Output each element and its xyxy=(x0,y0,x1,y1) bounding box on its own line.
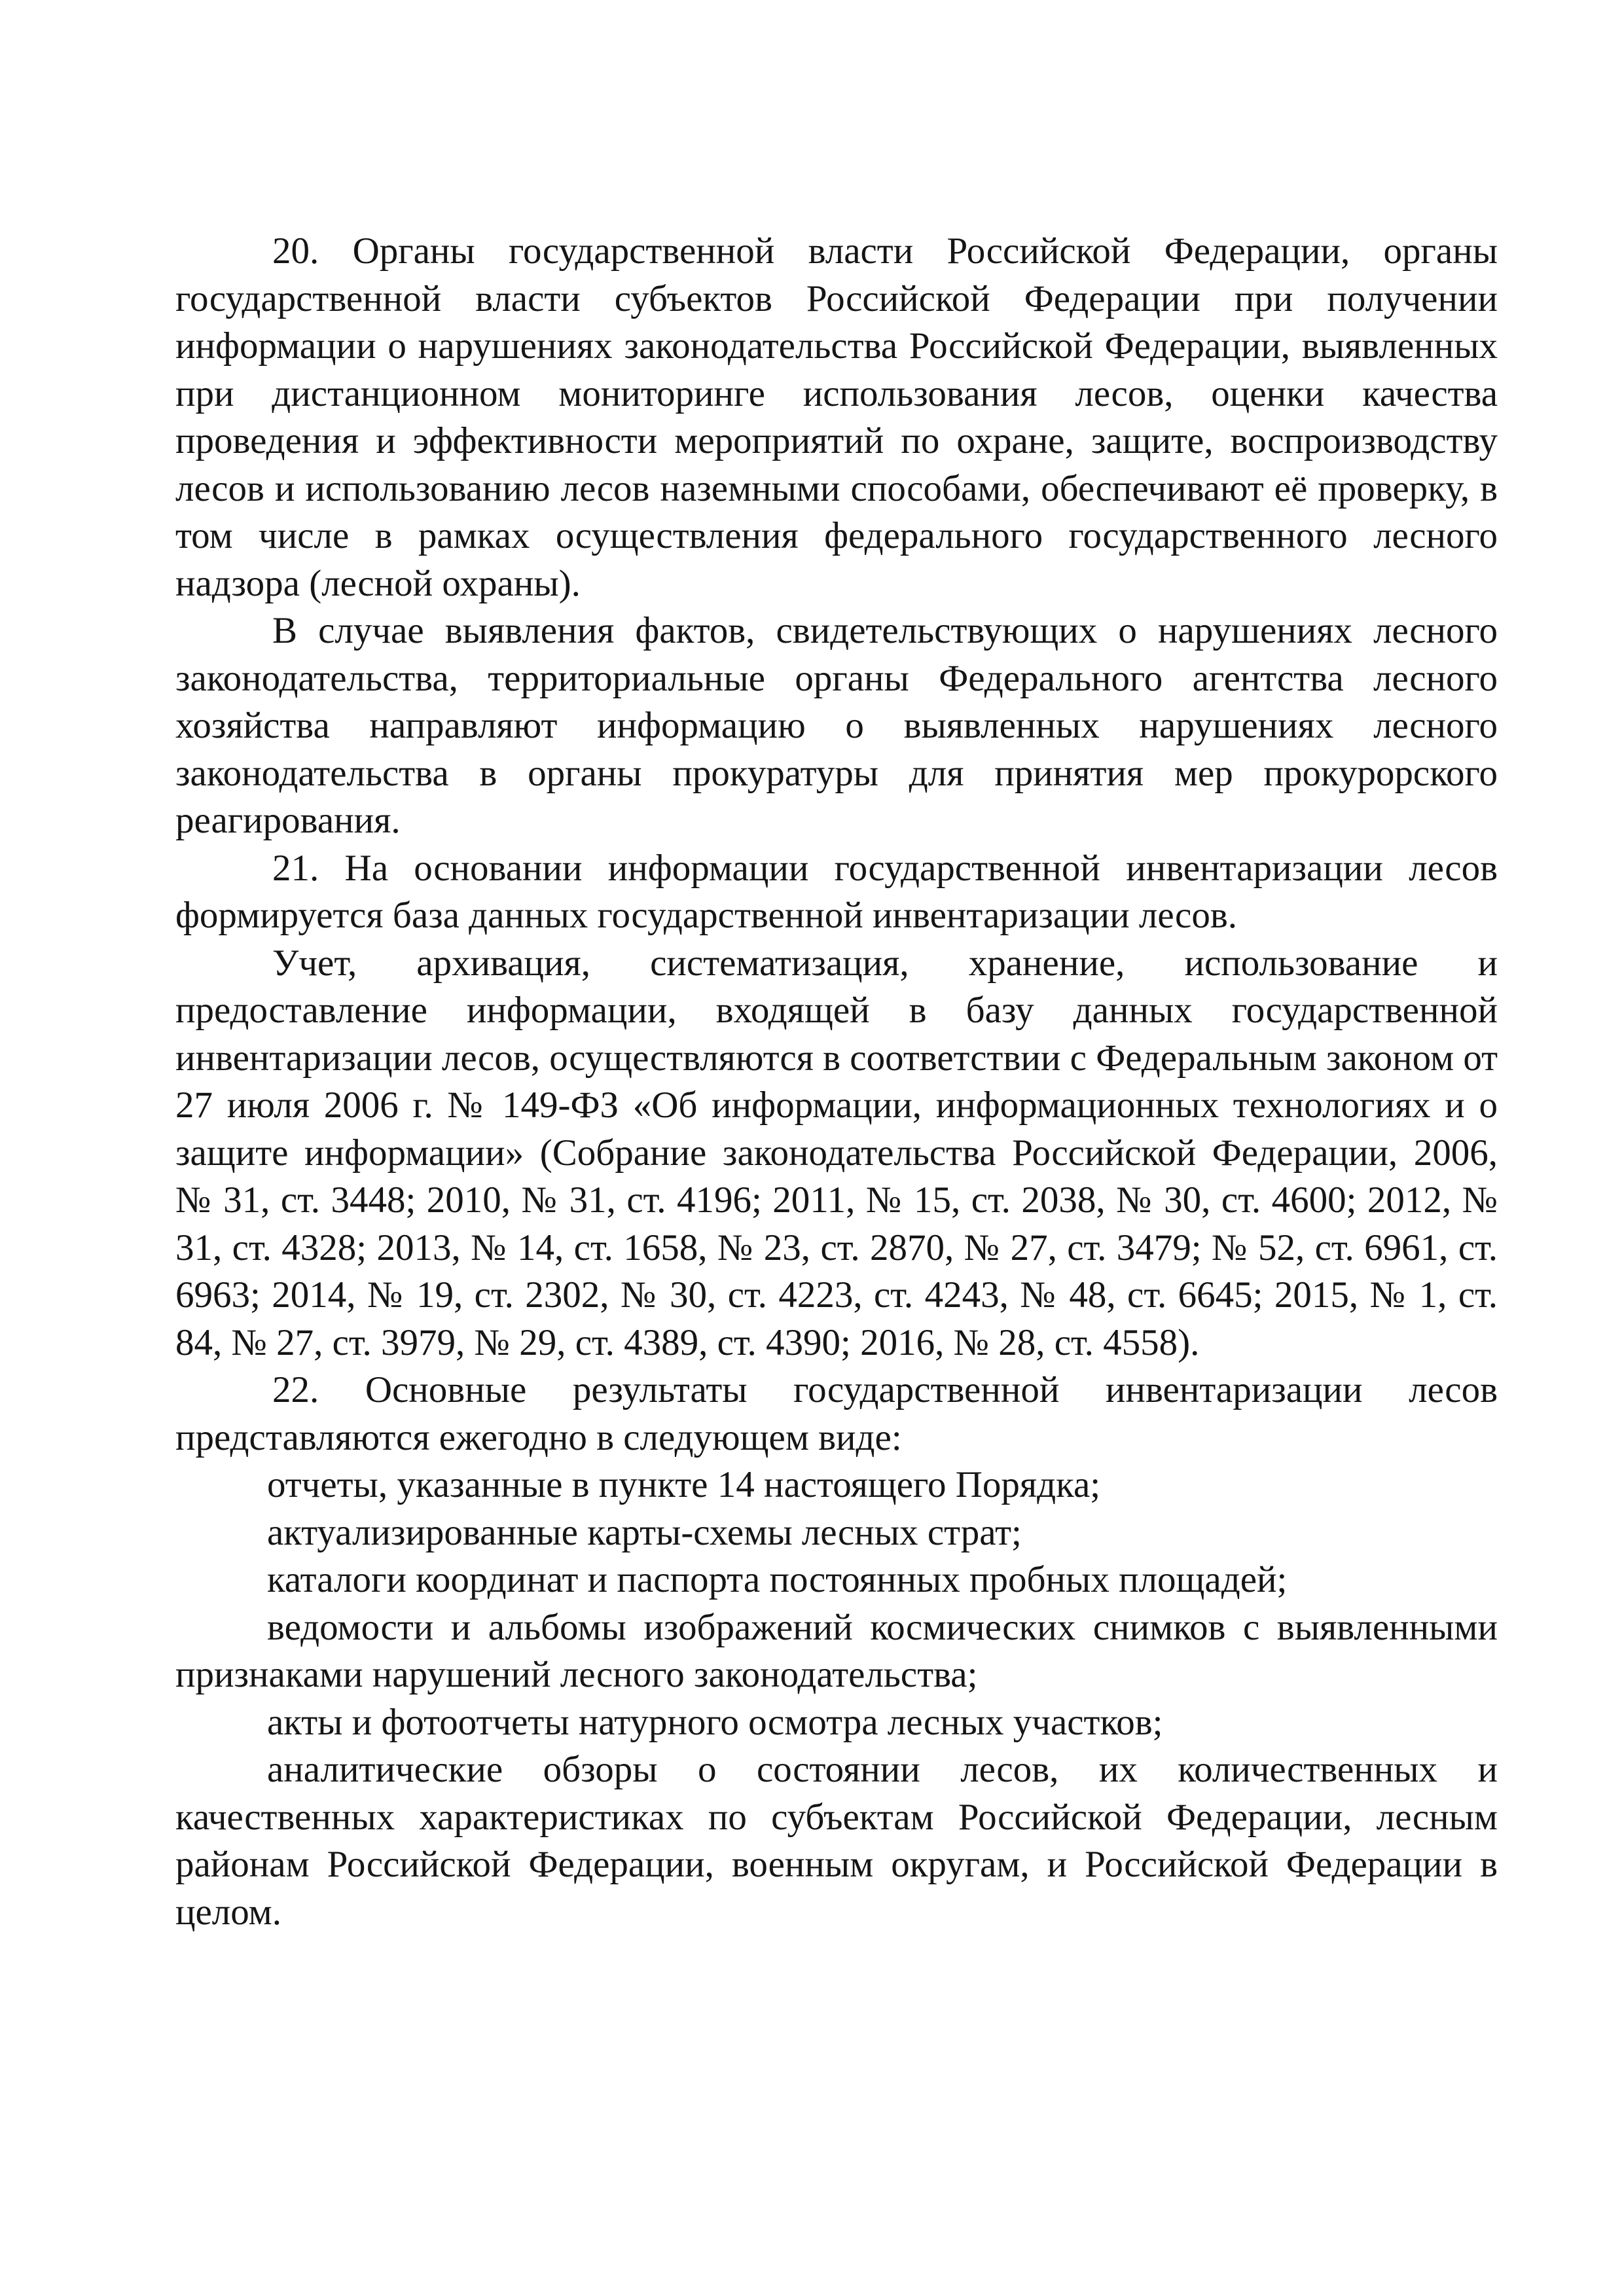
paragraph-20: 20. Органы государственной власти Российской Федерации, органы государственной власти субъектов Российской Федерации при получении информации о нарушениях законодательства Российской Федерации, выявленных при дистанционном мониторинге использования лесов, оценки качества проведения и эффективности мероприятий по охране, защите, воспроизводству лесов и использованию лесов наземными способами, обеспечивают её проверку, в том числе в рамках осуществления федерального государственного лесного надзора (лесной охраны). xyxy=(175,230,1498,604)
list-item-maps: актуализированные карты-схемы лесных страт; xyxy=(267,1511,1022,1553)
scan-crop-edge xyxy=(1519,0,1624,2296)
list-item-acts: акты и фотоотчеты натурного осмотра лесных участков; xyxy=(267,1701,1163,1743)
paragraph-21: 21. На основании информации государственной инвентаризации лесов формируется база данных государственной инвентаризации лесов. xyxy=(175,847,1498,936)
list-item-albums: ведомости и альбомы изображений космических снимков с выявленными признаками нарушений лесного законодательства; xyxy=(175,1606,1498,1695)
list-item-catalogs: каталоги координат и паспорта постоянных пробных площадей; xyxy=(267,1559,1288,1600)
paragraph-accounting: Учет, архивация, систематизация, хранение, использование и предоставление информации, входящей в базу данных государственной инвентаризации лесов, осуществляются в соответствии с Федеральным законом от 27 июля 2006 г. № 149-ФЗ «Об информации, информационных технологиях и о защите информации» (Собрание законодательства Российской Федерации, 2006, № 31, ст. 3448; 2010, № 31, ст. 4196; 2011, № 15, ст. 2038, № 30, ст. 4600; 2012, № 31, ст. 4328; 2013, № 14, ст. 1658, № 23, ст. 2870, № 27, ст. 3479; № 52, ст. 6961, ст. 6963; 2014, № 19, ст. 2302, № 30, ст. 4223, ст. 4243, № 48, ст. 6645; 2015, № 1, ст. 84, № 27, ст. 3979, № 29, ст. 4389, ст. 4390; 2016, № 28, ст. 4558). xyxy=(175,942,1498,1363)
list-item-reviews: аналитические обзоры о состоянии лесов, их количественных и качественных характеристиках по субъектам Российской Федерации, лесным районам Российской Федерации, военным округам, и Российской Федерации в целом. xyxy=(175,1749,1498,1933)
list-item-reports: отчеты, указанные в пункте 14 настоящего Порядка; xyxy=(267,1464,1101,1505)
paragraph-22: 22. Основные результаты государственной инвентаризации лесов представляются ежегодно в следующем виде: xyxy=(175,1369,1498,1458)
document-body xyxy=(175,228,1498,1936)
paragraph-violations: В случае выявления фактов, свидетельствующих о нарушениях лесного законодательства, территориальные органы Федерального агентства лесного хозяйства направляют информацию о выявленных нарушениях лесного законодательства в органы прокуратуры для принятия мер прокурорского реагирования. xyxy=(175,610,1498,841)
